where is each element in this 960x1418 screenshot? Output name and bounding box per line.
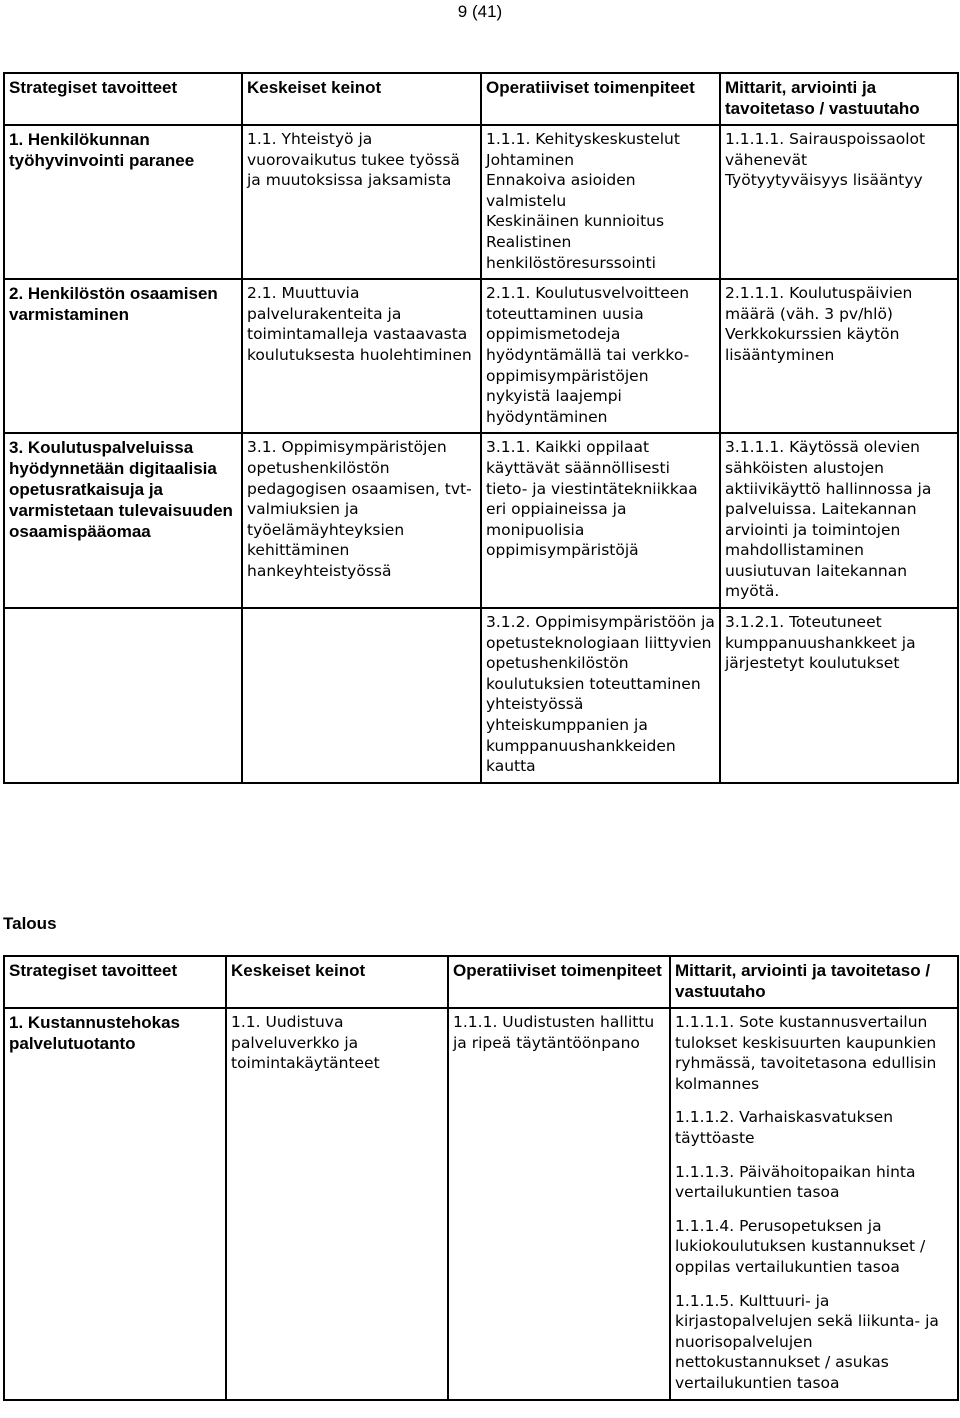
means-cell: 1.1. Yhteistyö ja vuorovaikutus tukee työssä ja muutoksissa jaksamista <box>242 125 481 279</box>
strategy-table-finance <box>3 955 959 1401</box>
means-cell: 3.1. Oppimisympäristöjen opetushenkilöstön pedagogisen osaamisen, tvt-valmiuksien ja työelämäyhteyksien kehittäminen hankeyhteistyössä <box>242 433 481 608</box>
action-line: Johtaminen <box>486 150 575 169</box>
table-header-row <box>4 73 958 125</box>
metric-line: Työtyytyväisyys lisääntyy <box>725 171 923 190</box>
action-line: Keskinäinen kunnioitus <box>486 212 665 231</box>
metrics-cell <box>720 433 958 608</box>
action-line: Ennakoiva asioiden valmistelu <box>486 171 636 210</box>
action-line: 1.1.1. Uudistusten hallittu ja ripeä täytäntöönpano <box>453 1013 655 1052</box>
action-line: 3.1.1. Kaikki oppilaat käyttävät säännöllisesti tieto- ja viestintätekniikkaa eri oppiaineissa ja monipuolisia oppimisympäristöjä <box>486 438 698 560</box>
action-line: 1.1.1. Kehityskeskustelut <box>486 130 680 148</box>
metric-line: 1.1.1.3. Päivähoitopaikan hinta vertailukuntien tasoa <box>675 1162 916 1202</box>
metric-line: 1.1.1.5. Kulttuuri- ja kirjastopalvelujen sekä liikunta- ja nuorisopalvelujen nettokustannukset / asukas vertailukuntien tasoa <box>675 1291 939 1392</box>
goal-cell: 3. Koulutuspalveluissa hyödynnetään digitaalisia opetusratkaisuja ja varmistetaan tulevaisuuden osaamispääomaa <box>4 433 242 608</box>
metrics-cell <box>670 1008 958 1400</box>
metric-line: 3.1.1.1. Käytössä olevien sähköisten alustojen aktiivikäyttö hallinnossa ja palveluissa. Laitekannan arviointi ja toimintojen mahdollistaminen uusiutuvan laitekannan myötä. <box>725 438 932 601</box>
action-line: 2.1.1. Koulutusvelvoitteen toteuttaminen uusia oppimismetodeja hyödyntämällä tai verkko-oppimisympäristöjen nykyistä laajempi hyödyntäminen <box>486 284 690 426</box>
header-operational-actions: Operatiiviset toimenpiteet <box>481 73 720 125</box>
header-metrics: Mittarit, arviointi ja tavoitetaso / vastuutaho <box>720 73 958 125</box>
metric-line: 1.1.1.4. Perusopetuksen ja lukiokoulutuksen kustannukset / oppilas vertailukuntien tasoa <box>675 1216 926 1276</box>
actions-cell <box>481 433 720 608</box>
header-key-means: Keskeiset keinot <box>226 956 448 1008</box>
goal-cell <box>4 608 242 783</box>
metrics-cell <box>720 608 958 783</box>
metric-line: 1.1.1.1. Sairauspoissaolot vähenevät <box>725 130 926 169</box>
metrics-cell <box>720 279 958 433</box>
actions-cell <box>481 279 720 433</box>
goal-cell: 2. Henkilöstön osaamisen varmistaminen <box>4 279 242 433</box>
header-operational-actions: Operatiiviset toimenpiteet <box>448 956 670 1008</box>
metric-line: 1.1.1.2. Varhaiskasvatuksen täyttöaste <box>675 1108 894 1147</box>
action-line: 3.1.2. Oppimisympäristöön ja opetusteknologiaan liittyvien opetushenkilöstön koulutuksien toteuttaminen yhteistyössä yhteiskumppanien ja kumppanuushankkeiden kautta <box>486 613 715 776</box>
goal-cell: 1. Kustannustehokas palvelutuotanto <box>4 1008 226 1400</box>
means-cell: 2.1. Muuttuvia palvelurakenteita ja toimintamalleja vastaavasta koulutuksesta huolehtiminen <box>242 279 481 433</box>
page-number: 9 (41) <box>457 2 503 21</box>
metric-line: Verkkokurssien käytön lisääntyminen <box>725 325 900 364</box>
header-strategic-goals: Strategiset tavoitteet <box>4 73 242 125</box>
strategy-table-personnel <box>3 72 959 784</box>
metric-line: 3.1.2.1. Toteutuneet kumppanuushankkeet ja järjestetyt koulutukset <box>725 613 916 673</box>
header-strategic-goals: Strategiset tavoitteet <box>4 956 226 1008</box>
goal-cell: 1. Henkilökunnan työhyvinvointi paranee <box>4 125 242 279</box>
metric-line: 1.1.1.1. Sote kustannusvertailun tulokset keskisuurten kaupunkien ryhmässä, tavoitetasona edullisin kolmannes <box>675 1013 937 1093</box>
table-row <box>4 279 958 433</box>
metric-line: 2.1.1.1. Koulutuspäivien määrä (väh. 3 pv/hlö) <box>725 284 913 323</box>
table-row <box>4 1008 958 1400</box>
actions-cell <box>448 1008 670 1400</box>
means-cell: 1.1. Uudistuva palveluverkko ja toimintakäytänteet <box>226 1008 448 1400</box>
metrics-cell <box>720 125 958 279</box>
actions-cell <box>481 125 720 279</box>
header-metrics: Mittarit, arviointi ja tavoitetaso / vastuutaho <box>670 956 958 1008</box>
table-row <box>4 433 958 608</box>
table-header-row <box>4 956 958 1008</box>
means-cell <box>242 608 481 783</box>
table-row <box>4 608 958 783</box>
actions-cell <box>481 608 720 783</box>
action-line: Realistinen henkilöstöresurssointi <box>486 232 656 272</box>
section-title-talous: Talous <box>3 914 57 933</box>
header-key-means: Keskeiset keinot <box>242 73 481 125</box>
table-row <box>4 125 958 279</box>
